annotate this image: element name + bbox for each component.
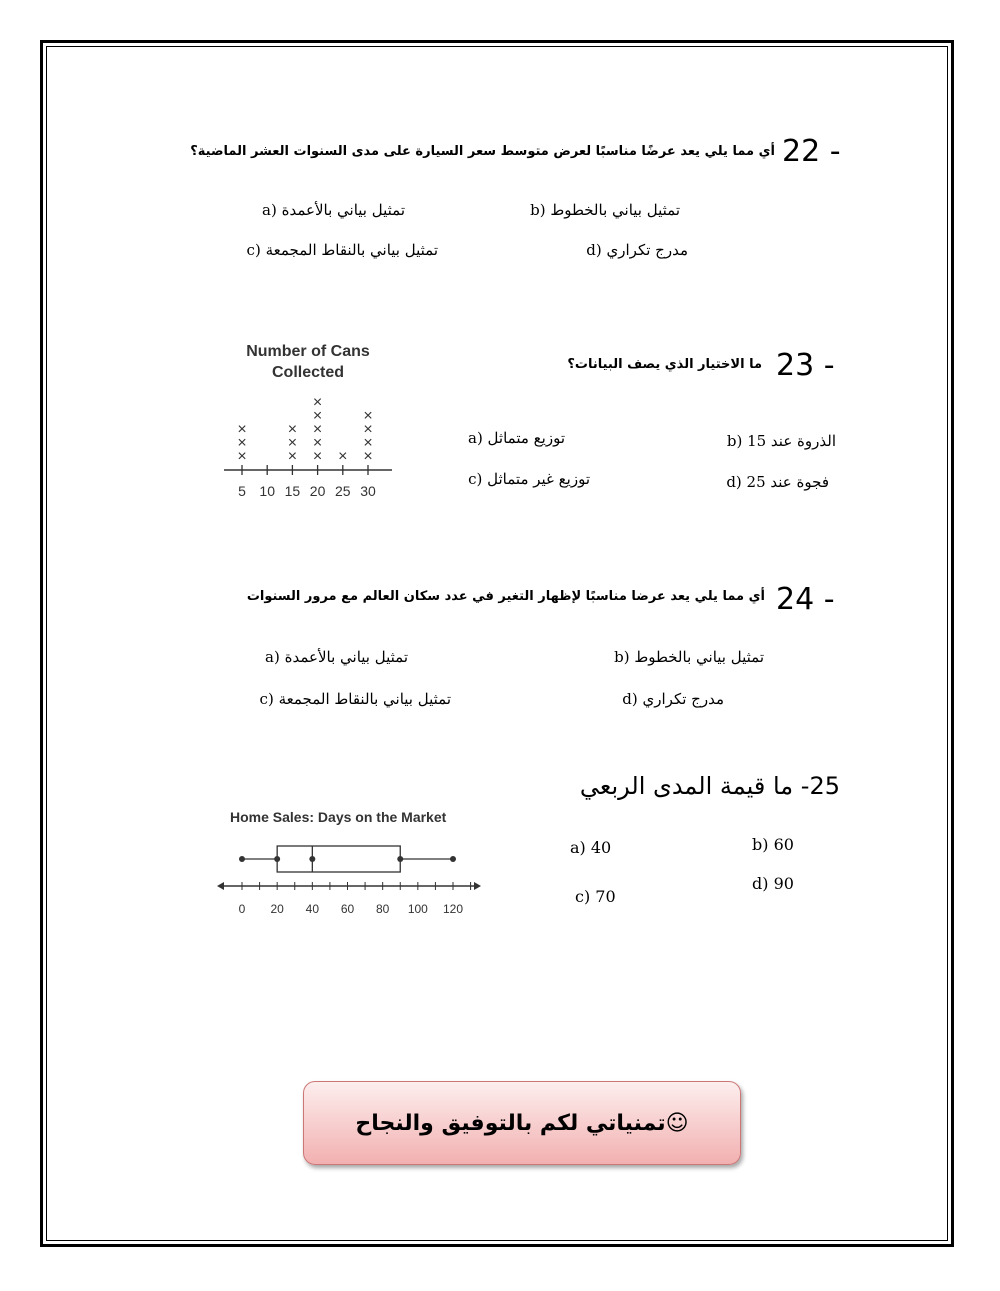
box-plot-box xyxy=(277,846,400,872)
line-plot-x-marker: × xyxy=(312,407,323,425)
q25-option-d[interactable]: d) 90 xyxy=(752,874,794,893)
line-plot-x-marker: × xyxy=(287,434,298,452)
q25-text: 25- ما قيمة المدى الربعي xyxy=(579,772,840,800)
line-plot-title: Number of Cans Collected xyxy=(246,343,370,381)
q25-option-a[interactable]: a) 40 xyxy=(570,838,612,857)
box-plot-tick-label: 100 xyxy=(407,902,428,916)
box-plot-tick-label: 0 xyxy=(238,902,246,916)
q23-text: ما الاختيار الذي يصف البيانات؟ xyxy=(567,357,762,372)
q23-option-b[interactable]: الذروة عند 15 (b xyxy=(726,432,836,450)
q24-option-c[interactable]: تمثيل بياني بالنقاط المجمعة (c xyxy=(259,690,451,708)
line-plot-x-marker: × xyxy=(287,448,298,465)
box-plot-tick-label: 80 xyxy=(375,902,390,916)
box-plot-point xyxy=(309,856,315,862)
line-plot-x-marker: × xyxy=(237,448,247,465)
q23-number: 23 - xyxy=(776,348,835,383)
q24-number: 24 - xyxy=(776,582,835,617)
q22-option-c[interactable]: تمثيل بياني بالنقاط المجمعة (c xyxy=(246,241,438,259)
line-plot-tick-label: 5 xyxy=(238,483,246,499)
line-plot-x-marker: × xyxy=(363,407,373,425)
q23-option-a[interactable]: توزيع متماثل (a xyxy=(467,429,565,447)
box-plot-title: Home Sales: Days on the Market xyxy=(230,809,447,825)
q24-option-a[interactable]: تمثيل بياني بالأعمدة (a xyxy=(265,648,408,666)
box-plot-tick-label: 120 xyxy=(442,902,464,916)
q24-text: أي مما يلي يعد عرضا مناسبًا لإظهار التغير في عدد سكان العالم مع مرور السنوات xyxy=(246,589,765,604)
q22-text: أي مما يلي يعد عرضًا مناسبًا لعرض متوسط سعر السيارة على مدى السنوات العشر الماضية؟ xyxy=(190,144,775,159)
q22-number: 22 - xyxy=(782,134,841,169)
line-plot-tick-label: 20 xyxy=(309,483,326,499)
line-plot-x-marker: × xyxy=(363,448,373,465)
line-plot-tick-label: 30 xyxy=(360,483,376,499)
line-plot-chart xyxy=(222,384,394,504)
line-plot-tick-label: 25 xyxy=(335,483,351,499)
line-plot-tick-label: 15 xyxy=(284,483,301,499)
q24-option-b[interactable]: تمثيل بياني بالخطوط (b xyxy=(614,648,764,666)
q25-option-b[interactable]: b) 60 xyxy=(752,835,794,854)
line-plot-x-marker: × xyxy=(312,421,323,438)
box-plot-point xyxy=(274,856,280,862)
box-plot-tick-label: 20 xyxy=(270,902,284,916)
q23-option-c[interactable]: توزيع غير متماثل (c xyxy=(468,470,590,488)
box-plot-chart xyxy=(215,838,485,920)
line-plot-x-marker: × xyxy=(237,434,247,452)
line-plot-x-marker: × xyxy=(338,448,348,465)
line-plot-x-marker: × xyxy=(287,421,298,438)
page-border-inner xyxy=(46,46,948,1241)
box-plot-point xyxy=(450,856,456,862)
line-plot-x-marker: × xyxy=(312,434,323,452)
line-plot-tick-label: 10 xyxy=(259,483,275,499)
line-plot-x-marker: × xyxy=(363,434,373,452)
q25-option-c[interactable]: c) 70 xyxy=(575,887,616,906)
q22-option-d[interactable]: مدرج تكراري (d xyxy=(586,241,688,259)
box-plot-axis-arrow-left xyxy=(217,882,224,890)
good-luck-banner xyxy=(303,1081,741,1165)
q22-option-a[interactable]: تمثيل بياني بالأعمدة (a xyxy=(262,201,405,219)
line-plot-x-marker: × xyxy=(237,421,247,438)
box-plot-tick-label: 60 xyxy=(340,902,355,916)
q24-option-d[interactable]: مدرج تكراري (d xyxy=(622,690,724,708)
q23-option-d[interactable]: فجوة عند 25 (d xyxy=(726,473,829,491)
line-plot-x-marker: × xyxy=(363,421,373,438)
line-plot-x-marker: × xyxy=(312,394,323,411)
good-luck-message: ☺تمنياتي لكم بالتوفيق والنجاح xyxy=(355,1110,689,1136)
line-plot-x-marker: × xyxy=(312,448,323,465)
box-plot-tick-label: 40 xyxy=(305,902,320,916)
box-plot-axis-arrow-right xyxy=(474,882,481,890)
box-plot-point xyxy=(397,856,403,862)
box-plot-point xyxy=(239,856,245,862)
q22-option-b[interactable]: تمثيل بياني بالخطوط (b xyxy=(530,201,680,219)
